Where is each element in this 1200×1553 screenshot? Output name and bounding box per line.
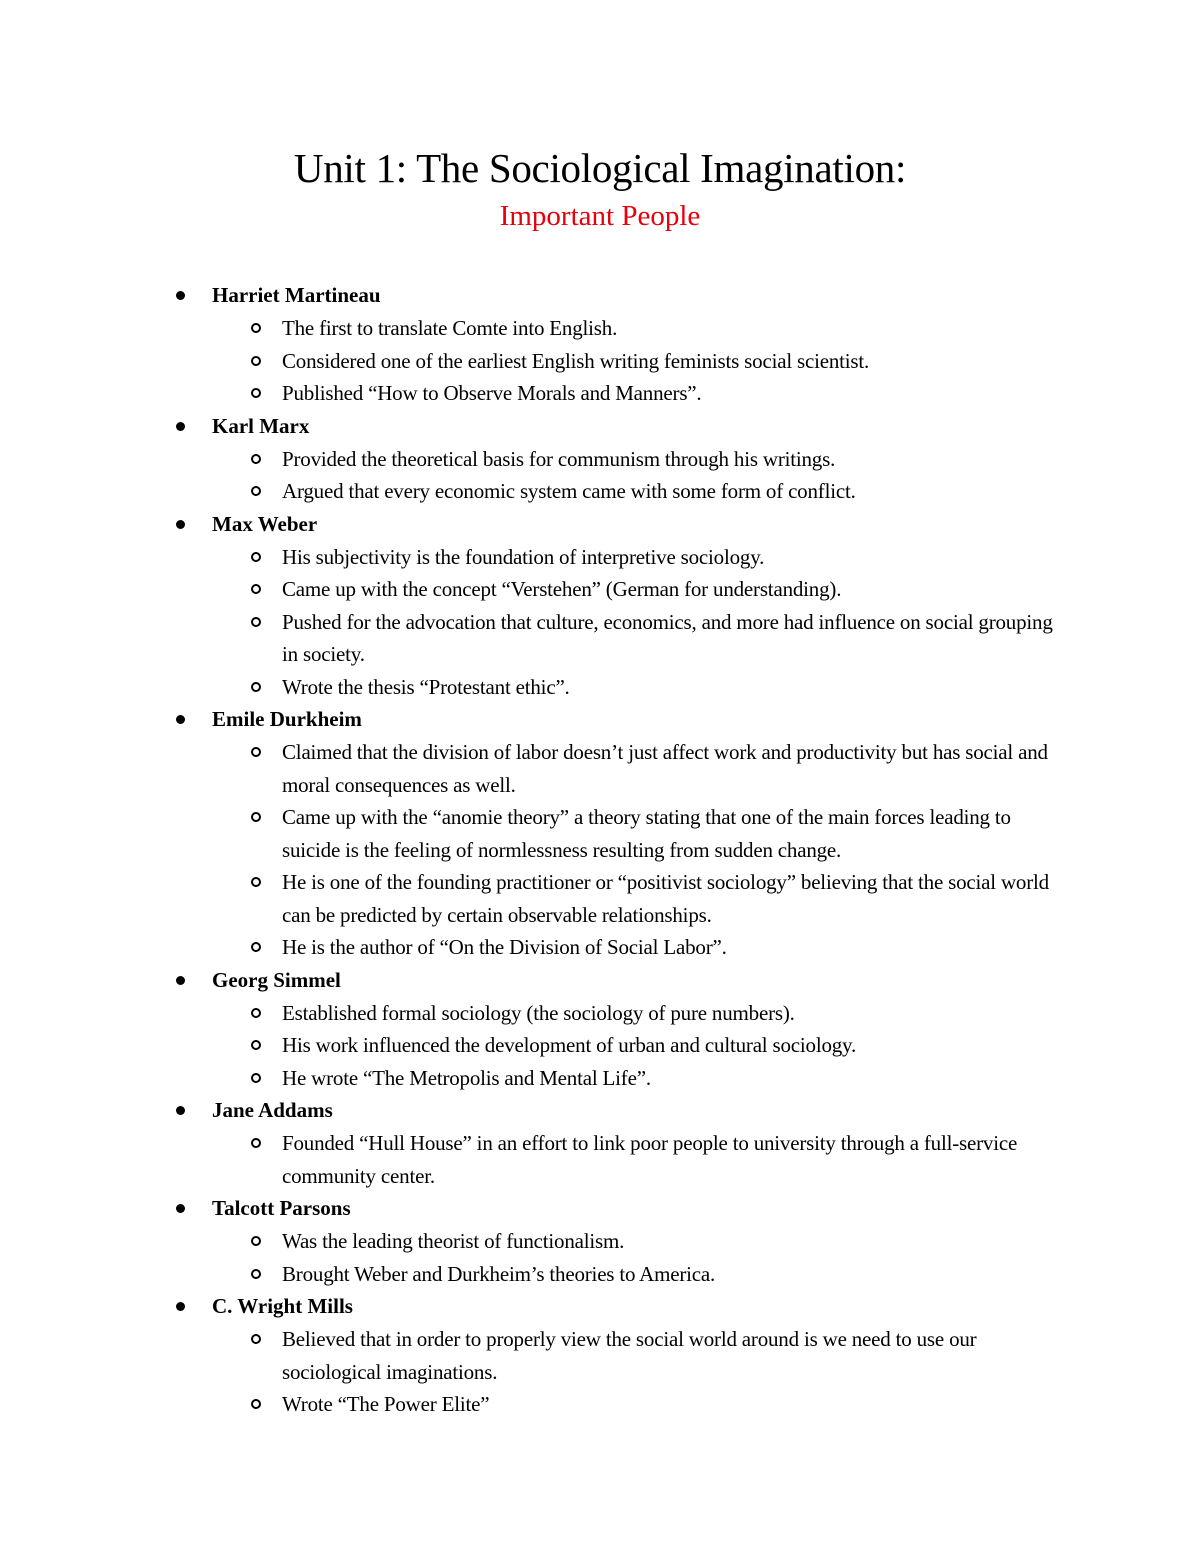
fact-item: [212, 1062, 1070, 1095]
hollow-bullet-icon: [251, 1040, 261, 1050]
person-item: [170, 964, 1070, 1095]
fact-item: [212, 866, 1070, 931]
fact-text: The first to translate Comte into English.: [282, 316, 618, 340]
person-name: Talcott Parsons: [212, 1196, 351, 1220]
person-name: Karl Marx: [212, 413, 310, 438]
fact-item: [212, 736, 1070, 801]
hollow-bullet-icon: [251, 454, 261, 464]
hollow-bullet-icon: [251, 1269, 261, 1279]
fact-item: [212, 801, 1070, 866]
hollow-bullet-icon: [251, 1073, 261, 1083]
fact-item: [212, 1388, 1070, 1421]
hollow-bullet-icon: [251, 356, 261, 366]
fact-text: Believed that in order to properly view the social world around is we need to use our sociological imaginations.: [282, 1327, 977, 1384]
person-name: Emile Durkheim: [212, 707, 362, 731]
person-name: Jane Addams: [212, 1098, 333, 1122]
fact-text: Was the leading theorist of functionalism.: [282, 1229, 625, 1253]
person-item: [170, 1290, 1070, 1421]
filled-bullet-icon: [176, 291, 185, 300]
hollow-bullet-icon: [251, 1399, 261, 1409]
fact-text: Wrote “The Power Elite”: [282, 1392, 490, 1416]
person-name: Georg Simmel: [212, 967, 341, 992]
fact-text: He is one of the founding practitioner or “positivist sociology” believing that the social world can be predicted by certain observable relationships.: [282, 870, 1049, 927]
fact-text: Considered one of the earliest English writing feminists social scientist.: [282, 348, 870, 373]
fact-list: [212, 312, 1070, 410]
hollow-bullet-icon: [251, 812, 261, 822]
fact-item: [212, 475, 1070, 508]
person-name: Harriet Martineau: [212, 283, 381, 307]
fact-text: Claimed that the division of labor doesn’t just affect work and productivity but has social and moral consequences as well.: [282, 740, 1048, 797]
hollow-bullet-icon: [251, 584, 261, 594]
fact-text: His work influenced the development of urban and cultural sociology.: [282, 1033, 857, 1057]
hollow-bullet-icon: [251, 682, 261, 692]
fact-text: He wrote “The Metropolis and Mental Life”.: [282, 1065, 651, 1090]
hollow-bullet-icon: [251, 1236, 261, 1246]
fact-text: Came up with the concept “Verstehen” (German for understanding).: [282, 577, 842, 601]
fact-text: Wrote the thesis “Protestant ethic”.: [282, 674, 570, 699]
hollow-bullet-icon: [251, 1138, 261, 1148]
fact-item: [212, 1127, 1070, 1192]
hollow-bullet-icon: [251, 323, 261, 333]
fact-text: Pushed for the advocation that culture, economics, and more had influence on social grouping in society.: [282, 609, 1053, 666]
fact-item: [212, 443, 1070, 476]
fact-item: [212, 1323, 1070, 1388]
hollow-bullet-icon: [251, 877, 261, 887]
hollow-bullet-icon: [251, 552, 261, 562]
fact-text: Came up with the “anomie theory” a theory stating that one of the main forces leading to suicide is the feeling of normlessness resulting from sudden change.: [282, 805, 1011, 862]
fact-list: [212, 997, 1070, 1095]
fact-item: [212, 312, 1070, 345]
filled-bullet-icon: [176, 422, 185, 431]
hollow-bullet-icon: [251, 617, 261, 627]
filled-bullet-icon: [176, 1204, 185, 1213]
fact-list: [212, 1225, 1070, 1290]
fact-list: [212, 736, 1070, 964]
fact-list: [212, 443, 1070, 508]
fact-text: Established formal sociology (the sociology of pure numbers).: [282, 1000, 795, 1025]
filled-bullet-icon: [176, 976, 185, 985]
fact-item: [212, 931, 1070, 964]
hollow-bullet-icon: [251, 388, 261, 398]
person-name: C. Wright Mills: [212, 1294, 353, 1318]
fact-list: [212, 541, 1070, 704]
filled-bullet-icon: [176, 1106, 185, 1115]
fact-text: His subjectivity is the foundation of interpretive sociology.: [282, 544, 765, 569]
hollow-bullet-icon: [251, 942, 261, 952]
fact-item: [212, 1225, 1070, 1258]
fact-item: [212, 671, 1070, 704]
person-item: [170, 703, 1070, 964]
page-subtitle: Important People: [499, 200, 701, 232]
fact-text: Founded “Hull House” in an effort to link poor people to university through a full-service community center.: [282, 1131, 1018, 1188]
fact-item: [212, 997, 1070, 1030]
person-item: [170, 1094, 1070, 1192]
hollow-bullet-icon: [251, 1334, 261, 1344]
hollow-bullet-icon: [251, 1008, 261, 1018]
hollow-bullet-icon: [251, 486, 261, 496]
filled-bullet-icon: [176, 715, 185, 724]
person-item: [170, 279, 1070, 410]
fact-list: [212, 1127, 1070, 1192]
person-item: [170, 508, 1070, 704]
person-item: [170, 410, 1070, 508]
hollow-bullet-icon: [251, 747, 261, 757]
page-title: Unit 1: The Sociological Imagination:: [293, 145, 907, 191]
fact-text: Brought Weber and Durkheim’s theories to America.: [282, 1261, 716, 1286]
fact-item: [212, 1029, 1070, 1062]
fact-item: [212, 345, 1070, 378]
fact-text: He is the author of “On the Division of Social Labor”.: [282, 935, 727, 959]
fact-text: Argued that every economic system came with some form of conflict.: [282, 479, 856, 503]
people-list: [170, 279, 1070, 1421]
filled-bullet-icon: [176, 1302, 185, 1311]
fact-item: [212, 1258, 1070, 1291]
fact-item: [212, 606, 1070, 671]
person-name: Max Weber: [212, 511, 318, 536]
fact-item: [212, 573, 1070, 606]
person-item: [170, 1192, 1070, 1290]
fact-text: Published “How to Observe Morals and Manners”.: [282, 381, 702, 405]
fact-item: [212, 377, 1070, 410]
fact-list: [212, 1323, 1070, 1421]
fact-item: [212, 541, 1070, 574]
filled-bullet-icon: [176, 520, 185, 529]
fact-text: Provided the theoretical basis for communism through his writings.: [282, 446, 836, 471]
